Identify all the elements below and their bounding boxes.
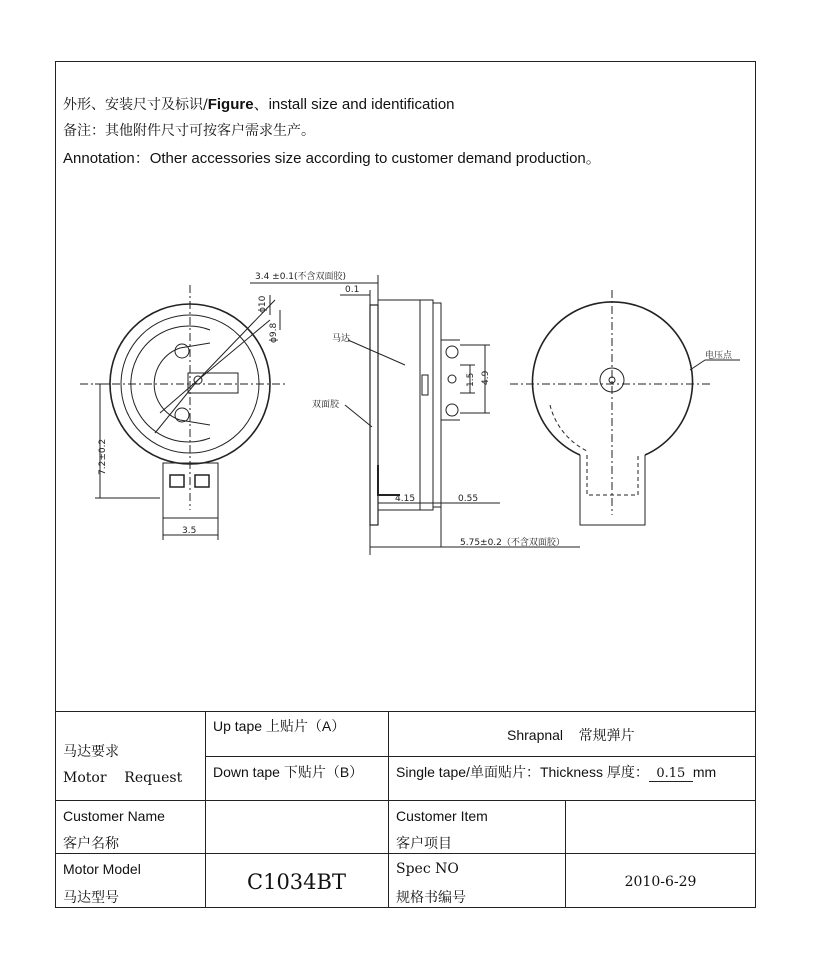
up-tape: Up tape 上贴片（A） <box>213 718 346 734</box>
motor-model-value: C1034BT <box>247 870 346 894</box>
table-line-2 <box>205 756 756 757</box>
technical-drawing <box>60 255 760 565</box>
dim-phi98: ϕ9.8 <box>269 322 279 343</box>
back-view <box>510 290 740 525</box>
motor-request-cn: 马达要求 <box>63 744 119 760</box>
dim-0-1: 0.1 <box>345 285 360 295</box>
dim-1-5: 1.5 <box>466 372 476 387</box>
customer-item-en: Customer Item <box>396 808 488 824</box>
single-tape <box>396 762 716 782</box>
title-en: 、install size and identification <box>253 96 455 113</box>
table-line-4 <box>55 853 756 854</box>
thickness-unit: mm <box>692 764 717 780</box>
customer-item-cn: 客户项目 <box>396 836 452 852</box>
shrapnel: Shrapnal 常规弹片 <box>507 727 635 743</box>
table-line-3 <box>55 800 756 801</box>
annotation-line: Annotation：Other accessories size according to customer demand production。 <box>63 150 601 167</box>
table-col-2 <box>388 711 389 908</box>
side-view <box>250 275 580 555</box>
down-tape: Down tape 下贴片（B） <box>213 764 364 780</box>
thickness-value: 0.15 <box>649 766 693 782</box>
title-cn: 外形、安装尺寸及标识/ <box>63 97 208 113</box>
front-view <box>80 285 285 540</box>
dim-0-55: 0.55 <box>458 494 479 504</box>
spec-no-en: Spec NO <box>396 861 459 877</box>
label-motor: 马达 <box>332 334 351 344</box>
single-tape-label: Single tape/单面贴片：Thickness 厚度： <box>396 764 649 780</box>
dim-4-15: 4.15 <box>395 494 416 504</box>
dim-phi10: ϕ10 <box>258 295 268 313</box>
customer-name-cn: 客户名称 <box>63 836 119 852</box>
dim-7-2: 7.2±0.2 <box>98 438 108 475</box>
label-press-point: 电压点 <box>705 351 733 361</box>
motor-model-cn: 马达型号 <box>63 890 119 906</box>
dim-3-5: 3.5 <box>182 526 197 536</box>
table-col-3 <box>565 800 566 908</box>
table-top-line <box>55 711 756 712</box>
spec-date: 2010-6-29 <box>624 874 697 890</box>
dim-3-4: 3.4 ±0.1(不含双面胶) <box>255 272 347 282</box>
spec-no-cn: 规格书编号 <box>396 890 466 906</box>
label-tape: 双面胶 <box>312 400 340 410</box>
motor-model-en: Motor Model <box>63 861 141 877</box>
remark-line: 备注：其他附件尺寸可按客户需求生产。 <box>63 123 315 139</box>
dim-4-9: 4.9 <box>481 370 491 385</box>
customer-name-en: Customer Name <box>63 808 165 824</box>
title-line <box>63 93 455 114</box>
dim-5-75: 5.75±0.2（不含双面胶） <box>460 538 565 548</box>
title-figure: Figure <box>207 96 254 113</box>
motor-request-en: Motor Request <box>63 770 183 786</box>
